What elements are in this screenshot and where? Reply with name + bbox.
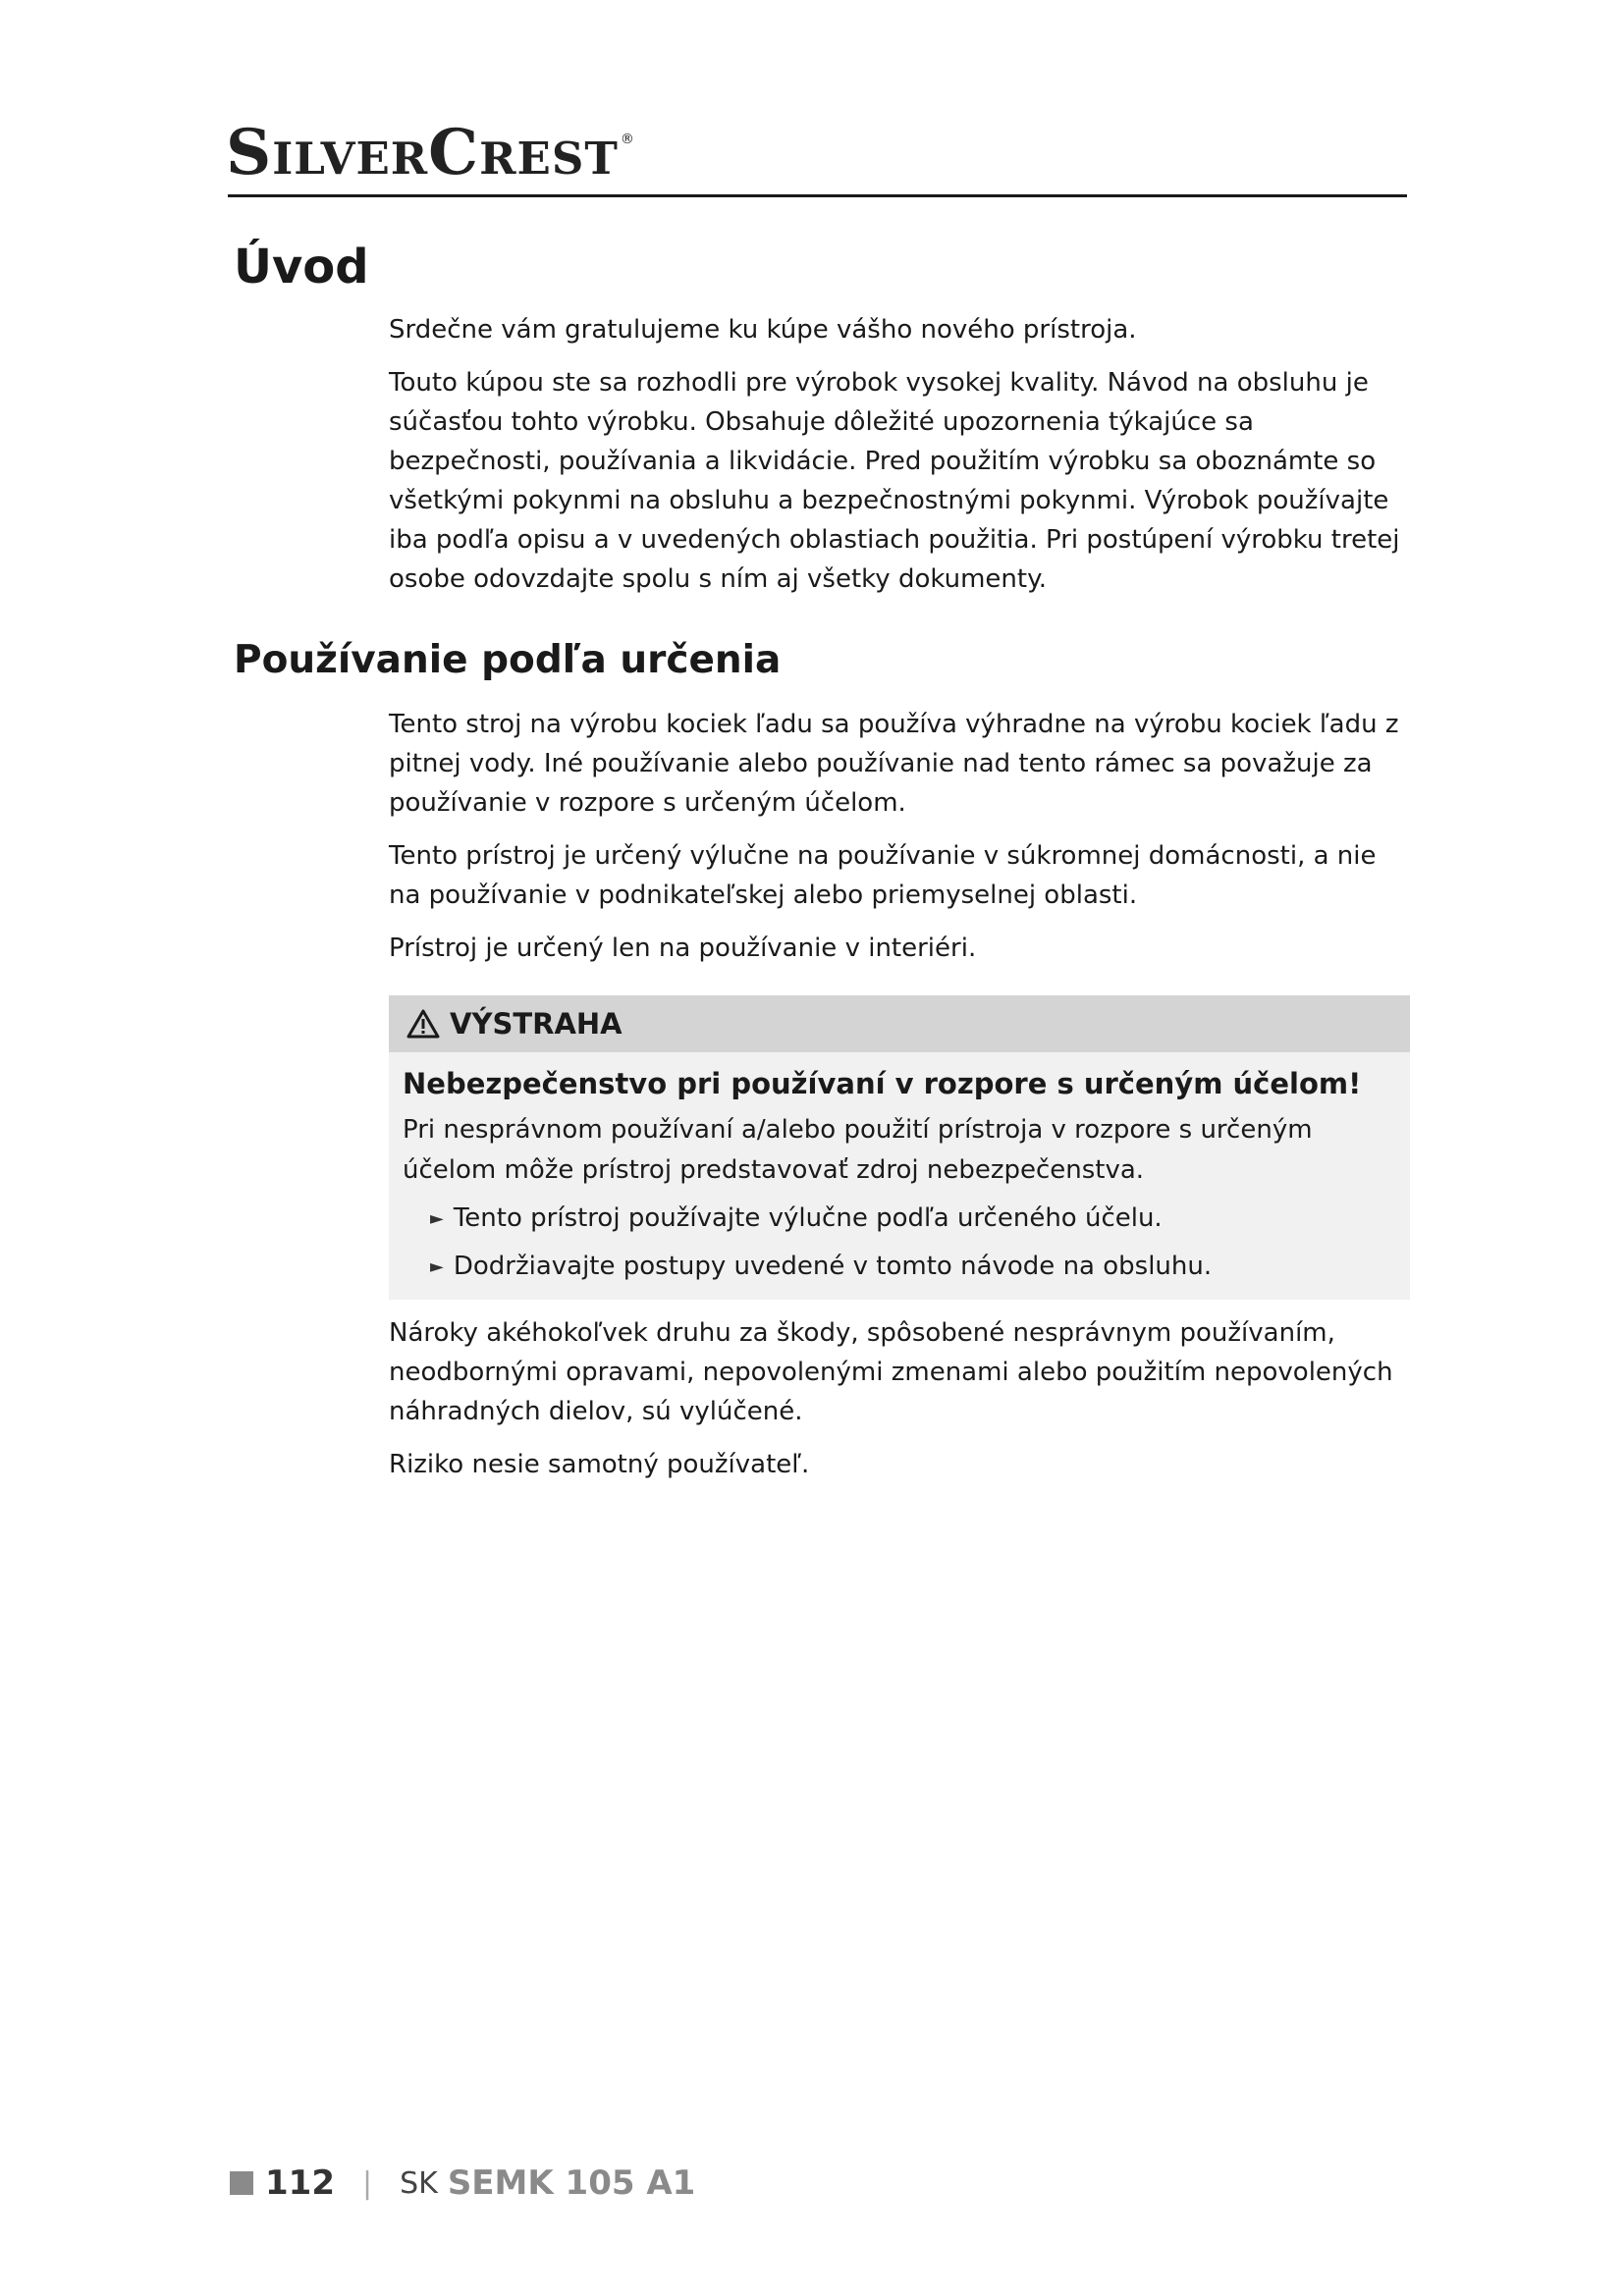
brand-logo-text: SilverCrest bbox=[226, 116, 619, 189]
arrow-bullet-icon: ► bbox=[430, 1256, 444, 1277]
header-rule bbox=[228, 194, 1407, 197]
intro-paragraph: Touto kúpou ste sa rozhodli pre výrobok vysokej kvality. Návod na obsluhu je súčasťou tohto výrobku. Obsahuje dôležité upozornenia týkajúce sa bezpečnosti, používania a likvidácie. Pred použitím výrobku sa oboznámte so všetkými pokynmi na obsluhu a bezpečnostnými pokynmi. Výrobok používajte iba podľa opisu a v uvedených oblastiach použitia. Pri postúpení výrobku tretej osobe odovzdajte spolu s ním aj všetky dokumenty. bbox=[389, 368, 1400, 594]
warning-bullet bbox=[403, 1199, 1396, 1239]
language-code: SK bbox=[400, 2165, 438, 2201]
usage-paragraph: Tento stroj na výrobu kociek ľadu sa používa výhradne na výrobu kociek ľadu z pitnej vody. Iné používanie alebo používanie nad tento rámec sa považuje za používanie v rozpore s určeným účelom. bbox=[389, 710, 1399, 818]
warning-text: Pri nesprávnom používaní a/alebo použití prístroja v rozpore s určeným účelom môže prístroj predstavovať zdroj nebezpečenstva. bbox=[403, 1115, 1313, 1185]
brand-logo bbox=[226, 116, 635, 189]
liability-paragraph: Nároky akéhokoľvek druhu za škody, spôsobené nesprávnym používaním, neodbornými opravami, nepovolenými zmenami alebo použitím nepovolených náhradných dielov, sú vylúčené. bbox=[389, 1318, 1393, 1426]
footer-separator: | bbox=[361, 2165, 373, 2201]
warning-header bbox=[389, 995, 1410, 1052]
intro-paragraph: Srdečne vám gratulujeme ku kúpe vášho nového prístroja. bbox=[389, 315, 1137, 345]
warning-bullet bbox=[403, 1247, 1396, 1287]
intro-section bbox=[389, 310, 1410, 613]
liability-paragraph: Riziko nesie samotný používateľ. bbox=[389, 1450, 810, 1479]
intro-heading: Úvod bbox=[234, 240, 369, 294]
warning-body bbox=[389, 1052, 1410, 1287]
warning-title: Nebezpečenstvo pri používaní v rozpore s určeným účelom! bbox=[403, 1067, 1362, 1100]
warning-bullet-text: Tento prístroj používajte výlučne podľa určeného účelu. bbox=[453, 1203, 1163, 1233]
page-footer bbox=[230, 2163, 695, 2203]
registered-mark: ® bbox=[620, 132, 635, 147]
warning-box bbox=[389, 995, 1410, 1300]
footer-square-icon bbox=[230, 2171, 253, 2195]
usage-paragraph: Tento prístroj je určený výlučne na používanie v súkromnej domácnosti, a nie na používanie v podnikateľskej alebo priemyselnej oblasti. bbox=[389, 841, 1377, 910]
liability-section bbox=[389, 1313, 1410, 1498]
usage-heading: Používanie podľa určenia bbox=[234, 638, 782, 682]
model-number: SEMK 105 A1 bbox=[447, 2163, 696, 2203]
page-number: 112 bbox=[265, 2163, 335, 2203]
warning-label: VÝSTRAHA bbox=[450, 1007, 623, 1041]
warning-bullet-text: Dodržiavajte postupy uvedené v tomto návode na obsluhu. bbox=[453, 1252, 1213, 1281]
arrow-bullet-icon: ► bbox=[430, 1208, 444, 1229]
usage-section bbox=[389, 705, 1410, 982]
warning-triangle-icon bbox=[406, 1009, 440, 1039]
usage-paragraph: Prístroj je určený len na používanie v interiéri. bbox=[389, 934, 977, 963]
